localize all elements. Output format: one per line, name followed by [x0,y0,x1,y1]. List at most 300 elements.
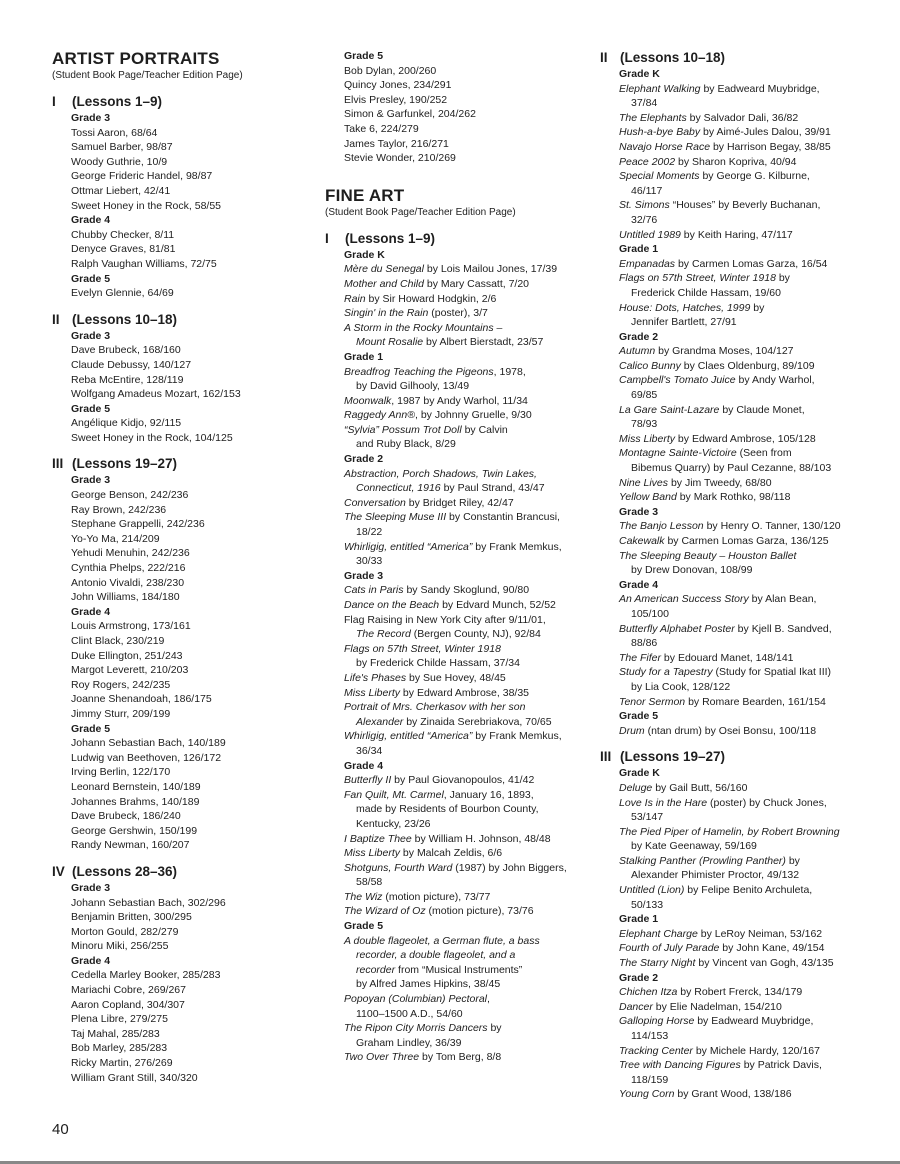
entry-continuation [619,388,862,403]
entry-text: Antonio Vivaldi, 238/230 [71,576,185,589]
entry-text: Benjamin Britten, 300/295 [71,911,192,924]
entry-text: Minoru Miki, 256/255 [71,940,169,953]
entry-detail: , January 16, 1893, [443,788,534,801]
entry-continuation [344,554,587,569]
list-item [600,796,862,825]
artwork-title: The Wiz [344,890,383,903]
grade-heading: Grade 1 [619,243,659,256]
lesson-heading [52,93,322,111]
list-item [52,925,322,940]
artwork-title: The Pied Piper of Hamelin, by Robert Browning [619,825,840,838]
grade-heading: Grade 3 [619,505,659,518]
entry-detail: by Grant Wood, 138/186 [674,1088,792,1101]
artwork-title: Special Moments [619,170,700,183]
grade-heading: Grade 4 [71,214,111,227]
entry-text: Taj Mahal, 285/283 [71,1027,160,1040]
list-item [325,642,587,671]
entry-detail: by [487,1022,502,1035]
lesson-label: (Lessons 1–9) [72,94,163,109]
list-item [52,532,322,547]
artwork-title: The Ripon City Morris Dancers [344,1022,488,1035]
entry-text: Duke Ellington, 251/243 [71,649,183,662]
entry-detail: by Kjell B. Sandved, [734,622,832,635]
entry-detail: by Gail Butt, 56/160 [652,781,748,794]
fine-art-lesson-i [325,230,587,1065]
entry-detail: by Aimé-Jules Dalou, 39/91 [700,126,831,139]
entry-detail: by Carmen Lomas Garza, 16/54 [675,257,828,270]
list-item [325,583,587,598]
entry-detail: 88/86 [631,637,658,650]
fine-art-title: FINE ART [325,185,405,205]
entry-detail: (motion picture), 73/77 [382,890,491,903]
entry-detail: by Michele Hardy, 120/167 [692,1044,820,1057]
artwork-title: Mother and Child [344,277,424,290]
artwork-title: Two Over Three [344,1051,420,1064]
entry-detail: Frederick Childe Hassam, 19/60 [631,286,781,299]
artwork-title: Fourth of July Parade [619,942,720,955]
grade-heading: Grade 3 [344,569,384,582]
entry-continuation [344,525,587,540]
entry-text: Johann Sebastian Bach, 140/189 [71,737,226,750]
entry-text: Aaron Copland, 304/307 [71,998,185,1011]
artwork-title: Moonwalk [344,394,392,407]
artwork-title: recorder, a double flageolet, and a [356,949,516,962]
entry-detail: by Claude Monet, [719,403,805,416]
entry-text: Samuel Barber, 98/87 [71,141,173,154]
artwork-title: The Sleeping Muse III [344,511,447,524]
entry-continuation [344,481,587,496]
artwork-title: Connecticut, 1916 [356,482,441,495]
list-item [52,649,322,664]
list-item [600,359,862,374]
entry-detail: by Frank Memkus, [472,540,562,553]
entry-continuation [344,627,587,642]
lesson-block [52,311,322,446]
list-item [600,854,862,883]
list-item [600,432,862,447]
entry-text: Ricky Martin, 276/269 [71,1057,173,1070]
list-item [52,286,322,301]
entry-text: Wolfgang Amadeus Mozart, 162/153 [71,388,241,401]
entry-continuation [344,802,587,817]
list-item [52,1027,322,1042]
grade-heading: Grade 5 [71,722,111,735]
list-item [52,692,322,707]
artwork-title: Cakewalk [619,535,665,547]
artwork-title: I Baptize Thee [344,832,412,845]
entry-detail: by Tom Berg, 8/8 [419,1051,502,1064]
entry-detail: by Eadweard Muybridge, [694,1015,814,1028]
entry-text: Elvis Presley, 190/252 [344,93,448,106]
artwork-title: Tenor Sermon [619,695,686,708]
entry-detail: by Sandy Skoglund, 90/80 [403,584,530,597]
entry-continuation [619,636,862,651]
list-item [325,540,587,569]
entry-detail: (poster), 3/7 [428,307,488,320]
artwork-title: Cats in Paris [344,584,404,597]
entry-detail: , [487,993,490,1006]
grade-heading: Grade 5 [344,50,384,62]
list-item [600,82,862,111]
list-item [600,956,862,971]
list-item [52,780,322,795]
entry-text: Ottmar Liebert, 42/41 [71,184,171,197]
entry-detail: 37/84 [631,97,658,110]
artwork-title: Flags on 57th Street, Winter 1918 [344,642,501,655]
entry-detail: Flag Raising in New York City after 9/11/01, [344,613,546,626]
entry-continuation [344,379,587,394]
list-item [52,619,322,634]
entry-detail: by William H. Johnson, 48/48 [411,832,551,845]
entry-detail: by Sharon Kopriva, 40/94 [675,155,797,168]
list-item [52,678,322,693]
list-item [325,64,587,79]
grade-heading: Grade 1 [344,350,384,363]
lesson-heading [600,49,862,67]
list-item [600,373,862,402]
list-item [325,1050,587,1065]
artwork-title: Conversation [344,496,406,509]
entry-detail: by Grandma Moses, 104/127 [655,345,794,358]
grade-heading: Grade 4 [344,759,384,772]
entry-text: Evelyn Glennie, 64/69 [71,287,174,300]
entry-detail: by LeRoy Neiman, 53/162 [697,927,823,940]
grade-heading: Grade 3 [71,474,111,487]
entry-continuation [344,1007,587,1022]
list-item [325,773,587,788]
entry-detail: by Frank Memkus, [472,730,562,743]
list-item [325,496,587,511]
entry-detail: by Mary Cassatt, 7/20 [423,277,530,290]
artwork-title: Calico Bunny [619,359,681,372]
entry-detail: by Claes Oldenburg, 89/109 [680,359,815,372]
list-item [52,968,322,983]
entry-detail: by Alan Bean, [748,593,817,606]
entry-detail: by Henry O. Tanner, 130/120 [703,520,841,533]
artwork-title: Love Is in the Hare [619,796,708,809]
entry-detail: 118/159 [631,1073,669,1086]
grade-heading: Grade K [619,68,660,80]
entry-detail: , by Johnny Gruelle, 9/30 [414,409,532,422]
fine-art-lesson-iii [600,748,862,1102]
artwork-title: Elephant Walking [619,82,701,95]
entry-detail: by Alfred James Hipkins, 38/45 [356,978,501,991]
list-item [52,983,322,998]
list-item [325,861,587,890]
list-item [52,228,322,243]
artist-portraits-lessons [52,93,322,1085]
list-item [325,321,587,350]
entry-detail: , 1987 by Andy Warhol, 11/34 [391,394,528,407]
entry-continuation [344,817,587,832]
artwork-title: Popoyan (Columbian) Pectoral [344,993,487,1006]
entry-continuation [619,680,862,695]
artwork-title: Miss Liberty [344,686,401,699]
list-item [325,365,587,394]
lesson-number: I [52,94,56,109]
entry-detail: Graham Lindley, 36/39 [356,1036,462,1049]
artwork-title: An American Success Story [619,593,749,606]
list-item [52,590,322,605]
lesson-label: (Lessons 10–18) [72,311,178,327]
list-item [325,1021,587,1050]
lesson-label: (Lessons 19–27) [72,456,178,472]
list-item [325,904,587,919]
entry-detail: , 1978, [493,365,526,378]
entry-continuation [619,563,862,578]
list-item [52,169,322,184]
lesson-number: II [600,50,608,65]
lesson-heading [52,863,322,881]
grade-heading: Grade 4 [71,954,111,967]
list-item [600,825,862,854]
list-item [325,671,587,686]
list-item [52,634,322,649]
grade-heading: Grade K [619,767,660,780]
artwork-title: Alexander [356,715,404,728]
entry-detail: “Houses” by Beverly Buchanan, [669,199,821,212]
artwork-title: Elephant Charge [619,927,698,940]
list-item [600,140,862,155]
list-item [600,883,862,912]
list-item [600,344,862,359]
list-item [52,546,322,561]
entry-detail: by Patrick Davis, [740,1059,822,1072]
list-item [600,169,862,198]
entry-detail: by Paul Giovanopoulos, 41/42 [391,774,535,787]
list-item [52,257,322,272]
entry-text: Plena Libre, 279/275 [71,1013,168,1026]
lesson-heading [325,230,587,248]
artwork-title: Miss Liberty [619,432,676,445]
list-item [52,707,322,722]
entry-text: Ralph Vaughan Williams, 72/75 [71,257,217,270]
list-item [600,155,862,170]
entry-detail: by Lia Cook, 128/122 [631,680,731,693]
entry-continuation [619,417,862,432]
list-item [52,998,322,1013]
entry-detail: Bibemus Quarry) by Paul Cezanne, 88/103 [631,462,832,475]
grade-heading: Grade 5 [619,710,659,723]
entry-detail: 18/22 [356,526,383,539]
entry-text: Morton Gould, 282/279 [71,925,179,938]
list-item [600,941,862,956]
grade-heading: Grade 4 [71,605,111,618]
lesson-number: IV [52,863,65,879]
entry-detail: by Edward Ambrose, 105/128 [675,432,816,445]
entry-text: Sweet Honey in the Rock, 58/55 [71,199,222,212]
list-item [600,111,862,126]
entry-text: Margot Leverett, 210/203 [71,664,189,677]
list-item [600,1058,862,1087]
list-item [325,934,587,992]
artwork-title: Nine Lives [619,476,669,489]
entry-text: Stevie Wonder, 210/269 [344,152,456,165]
entry-detail: by Harrison Begay, 38/85 [710,140,831,153]
entry-text: Tossi Aaron, 68/64 [71,126,158,139]
artwork-title: Tracking Center [619,1044,693,1057]
list-item [325,686,587,701]
list-item [325,408,587,423]
list-item [600,781,862,796]
artwork-title: Butterfly Alphabet Poster [619,622,735,635]
entry-text: George Frideric Handel, 98/87 [71,170,213,183]
entry-detail: (motion picture), 73/76 [425,905,534,918]
list-item [52,561,322,576]
fine-art-lesson-ii [600,49,862,738]
artwork-title: Yellow Band [619,491,677,504]
entry-detail: by David Gilhooly, 13/49 [356,380,470,393]
artwork-title: Abstraction, Porch Shadows, Twin Lakes, [344,467,537,480]
artwork-title: The Sleeping Beauty – Houston Ballet [619,549,797,562]
artist-portraits-continued [325,49,587,166]
entry-detail: by Edvard Munch, 52/52 [439,599,556,611]
entry-continuation [344,875,587,890]
list-item [325,137,587,152]
entry-text: Johann Sebastian Bach, 302/296 [71,896,226,909]
list-item [52,751,322,766]
entry-detail: by Elie Nadelman, 154/210 [652,1000,782,1013]
entry-text: Roy Rogers, 242/235 [71,678,171,691]
list-item [325,992,587,1021]
entry-text: Cynthia Phelps, 222/216 [71,562,186,575]
artwork-title: Life's Phases [344,671,407,684]
entry-detail: by Sue Hovey, 48/45 [406,671,506,684]
entry-detail: (poster) by Chuck Jones, [707,796,827,809]
list-item [52,663,322,678]
artwork-title: The Starry Night [619,957,696,970]
grade-heading: Grade 5 [344,920,384,933]
artwork-title: Rain [344,292,366,305]
artwork-title: “Sylvia” Possum Trot Doll [344,423,462,436]
list-item [600,927,862,942]
list-item [52,343,322,358]
lesson-number: III [52,456,64,472]
artwork-title: Peace 2002 [619,155,676,168]
entry-detail: Kentucky, 23/26 [356,817,431,830]
entry-continuation [344,948,587,963]
entry-detail: by Zinaida Serebriakova, 70/65 [403,715,552,728]
artwork-title: St. Simons [619,199,670,212]
grade-heading: Grade 5 [71,402,111,415]
entry-text: William Grant Still, 340/320 [71,1071,198,1084]
list-item [325,277,587,292]
artwork-title: Flags on 57th Street, Winter 1918 [619,272,776,285]
entry-continuation [344,437,587,452]
column-1 [52,49,322,1085]
list-item [52,387,322,402]
entry-detail: 1100–1500 A.D., 54/60 [356,1007,463,1020]
artwork-title: Portrait of Mrs. Cherkasov with her son [344,701,526,714]
artwork-title: A Storm in the Rocky Mountains – [344,321,503,334]
list-item [600,198,862,227]
list-item [600,724,862,739]
grade-heading: Grade 5 [71,272,111,285]
grade-heading: Grade 1 [619,913,659,926]
entry-text: Take 6, 224/279 [344,122,419,135]
entry-detail: (ntan drum) by Osei Bonsu, 100/118 [644,724,817,737]
list-item [52,184,322,199]
entry-text: Denyce Graves, 81/81 [71,243,176,256]
entry-continuation [619,607,862,622]
entry-continuation [619,1073,862,1088]
artwork-title: Shotguns, Fourth Ward [344,861,453,874]
artwork-title: The Elephants [619,111,687,124]
entry-text: George Gershwin, 150/199 [71,824,198,837]
list-item [52,910,322,925]
list-item [52,416,322,431]
entry-detail: by Eadweard Muybridge, [700,82,820,95]
lesson-number: I [325,230,329,246]
entry-detail: by Vincent van Gogh, 43/135 [695,957,834,970]
artist-portraits-title: ARTIST PORTRAITS [52,49,220,68]
entry-detail: by Salvador Dali, 36/82 [686,111,799,124]
entry-detail: by Bridget Riley, 42/47 [405,496,514,509]
list-item [52,736,322,751]
entry-continuation [619,810,862,825]
entry-text: John Williams, 184/180 [71,591,180,604]
list-item [52,517,322,532]
artwork-title: Tree with Dancing Figures [619,1059,741,1072]
artwork-title: Breadfrog Teaching the Pigeons [344,365,494,378]
entry-detail: by Paul Strand, 43/47 [440,482,545,495]
entry-continuation [344,963,587,978]
entry-detail: by Mark Rothko, 98/118 [676,491,791,504]
entry-continuation [344,715,587,730]
entry-detail: 114/153 [631,1030,669,1042]
entry-detail: 58/58 [356,876,383,889]
entry-text: Jimmy Sturr, 209/199 [71,707,171,720]
artwork-title: Empanadas [619,257,676,270]
page-number: 40 [52,1121,69,1138]
entry-continuation [619,868,862,883]
artwork-title: Untitled 1989 [619,228,681,241]
entry-continuation [619,1029,862,1044]
entry-text: Ray Brown, 242/236 [71,503,167,516]
entry-text: Yehudi Menuhin, 242/236 [71,547,190,560]
list-item [325,700,587,729]
list-item [325,93,587,108]
entry-detail: (1987) by John Biggers, [452,861,567,874]
entry-text: Simon & Garfunkel, 204/262 [344,108,476,121]
artwork-title: Raggedy Ann® [344,409,415,422]
list-item [600,695,862,710]
list-item [600,651,862,666]
list-item [52,488,322,503]
entry-text: Yo-Yo Ma, 214/209 [71,532,160,545]
entry-detail: and Ruby Black, 8/29 [356,438,456,451]
grade-heading: Grade 3 [71,881,111,894]
list-item [600,534,862,549]
entry-text: Clint Black, 230/219 [71,635,165,647]
entry-text: Angélique Kidjo, 92/115 [71,417,182,430]
lesson-label: (Lessons 1–9) [345,230,436,246]
entry-continuation [619,286,862,301]
grade-heading: Grade 3 [71,112,111,124]
lesson-number: III [600,749,612,765]
entry-text: Louis Armstrong, 173/161 [71,620,191,633]
entry-text: Quincy Jones, 234/291 [344,79,452,92]
lesson-heading [600,748,862,766]
entry-continuation [619,839,862,854]
artwork-title: Untitled (Lion) [619,884,685,897]
entry-continuation [344,1036,587,1051]
list-item [600,271,862,300]
artwork-title: recorder [356,963,396,976]
entry-continuation [344,335,587,350]
entry-detail: by Lois Mailou Jones, 17/39 [423,263,558,276]
lesson-block [52,863,322,1085]
